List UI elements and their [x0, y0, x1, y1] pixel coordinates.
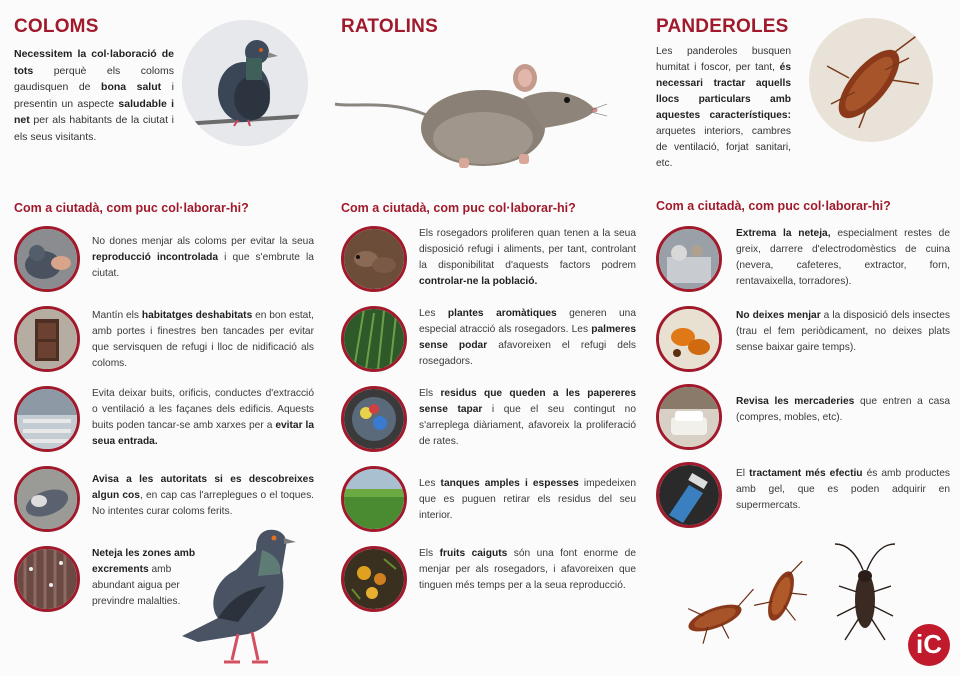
abandoned-house-photo — [14, 306, 80, 372]
panderoles-tip-2-text: No deixes menjar a la disposició dels insectes (trau el fem periòdicament, no deixes plats sense baixar gaire temps). — [736, 310, 951, 353]
facade-openings-photo — [14, 386, 80, 452]
ratolins-tip-2 — [341, 306, 636, 376]
coloms-tip-1-text: No dones menjar als coloms per evitar la seua reproducció incontrolada i que s'embrute la ciutat. — [92, 236, 314, 279]
gel-treatment-photo — [656, 462, 722, 528]
cockroach-portrait-photo — [809, 18, 933, 142]
ratolins-tip-5 — [341, 546, 636, 616]
ratolins-column — [327, 0, 637, 676]
panderoles-tip-1 — [656, 226, 951, 296]
coloms-intro: Necessitem la col·laboració de tots perquè els coloms gaudisquen de bona salut i presentin un aspecte saludable i net per als habitants de la ciutat i els seus visitants. — [14, 48, 174, 143]
coloms-title: COLOMS — [14, 16, 99, 37]
aromatic-plants-photo — [341, 306, 407, 372]
coloms-tip-5-text: Neteja les zones amb excrements amb abundant aigua per previndre malalties. — [92, 548, 196, 607]
panderoles-tip-4-text: El tractament més efectiu és amb productes amb gel, que es poden adquirir en supermercats. — [736, 468, 950, 511]
panderoles-tip-4 — [656, 462, 951, 532]
panderoles-tip-2 — [656, 306, 951, 376]
droppings-photo — [14, 546, 80, 612]
ratolins-tip-1-text: Els rosegadors proliferen quan tenen a la seua disposició refugi i aliments, per tant, controlant la disponibilitat d'aquests factors podrem controlar-ne la població. — [419, 228, 636, 287]
waste-bin-photo — [341, 386, 407, 452]
panderoles-tip-3-text: Revisa les mercaderies que entren a casa (compres, mobles, etc). — [736, 396, 950, 423]
furniture-store-photo — [656, 384, 722, 450]
kitchen-cleaning-photo — [656, 226, 722, 292]
injured-pigeon-photo — [14, 466, 80, 532]
food-leftovers-photo — [656, 306, 722, 372]
ratolins-tip-3 — [341, 386, 636, 456]
ratolins-tip-3-text: Els residus que queden a les papereres sense tapar i que el seu contingut no s'arreplega diàriament, afavoreix la proliferació de rates. — [419, 388, 637, 447]
coloms-tip-2-text: Mantín els habitatges deshabitats en bon estat, amb portes i finestres ben tancades per evitar que servisquen de refugi i lloc de nidificació als coloms. — [92, 310, 314, 369]
coloms-tip-2 — [14, 306, 314, 376]
coloms-column — [0, 0, 322, 676]
panderoles-title: PANDEROLES — [656, 16, 789, 37]
pigeon-feeding-photo — [14, 226, 80, 292]
coloms-subtitle: Com a ciutadà, com puc col·laborar-hi? — [14, 201, 249, 215]
coloms-tip-1 — [14, 226, 314, 296]
ratolins-tip-5-text: Els fruits caiguts són una font enorme de menjar per als rosegadors, i afavoreixen que tinguen més temps per a la seua reproducció. — [419, 548, 636, 591]
ratolins-tip-4-text: Les tanques amples i espesses impedeixen que es puguen retirar els residus del seu interior. — [419, 478, 636, 521]
pigeon-portrait-photo — [182, 20, 308, 146]
rat-illustration — [333, 48, 609, 176]
fallen-fruit-photo — [341, 546, 407, 612]
ratolins-title: RATOLINS — [341, 16, 438, 37]
dense-hedge-photo — [341, 466, 407, 532]
panderoles-column — [645, 0, 960, 676]
panderoles-subtitle: Com a ciutadà, com puc col·laborar-hi? — [656, 199, 891, 213]
panderoles-tip-3 — [656, 384, 951, 454]
cockroaches-illustration — [685, 540, 915, 650]
coloms-tip-3-text: Evita deixar buits, orificis, conductes d'extracció o ventilació a les façanes dels edificis. Aquests buits poden tancar-se amb xarxes per a evitar la seua entrada. — [92, 388, 314, 447]
panderoles-intro: Les panderoles busquen humitat i foscor, per tant, és necessari tractar aquells llocs particulars amb aquestes característiques: arquetes interiors, cambres de ventilació, forjat sanitari, etc. — [656, 46, 791, 169]
coloms-tip-3 — [14, 386, 314, 456]
ratolins-tip-2-text: Les plantes aromàtiques generen una especial atracció als rosegadors. Les palmeres sense podar afavoreixen el refugi dels rosegadors. — [419, 308, 637, 367]
ratolins-tip-1 — [341, 226, 636, 296]
rats-nest-photo — [341, 226, 407, 292]
ratolins-subtitle: Com a ciutadà, com puc col·laborar-hi? — [341, 201, 576, 215]
ratolins-tip-4 — [341, 466, 636, 536]
coloms-tip-4-text: Avisa a les autoritats si es descobreixes algun cos, en cap cas l'arreplegues o el toques. No intentes curar coloms ferits. — [92, 474, 314, 517]
brand-logo: iC — [908, 624, 950, 666]
pigeon-illustration — [178, 510, 300, 670]
panderoles-tip-1-text: Extrema la neteja, especialment restes de greix, darrere d'electrodomèstics de cuina (nevera, cafeteres, extractor, forn, rentavaixella, torradores). — [736, 228, 950, 287]
